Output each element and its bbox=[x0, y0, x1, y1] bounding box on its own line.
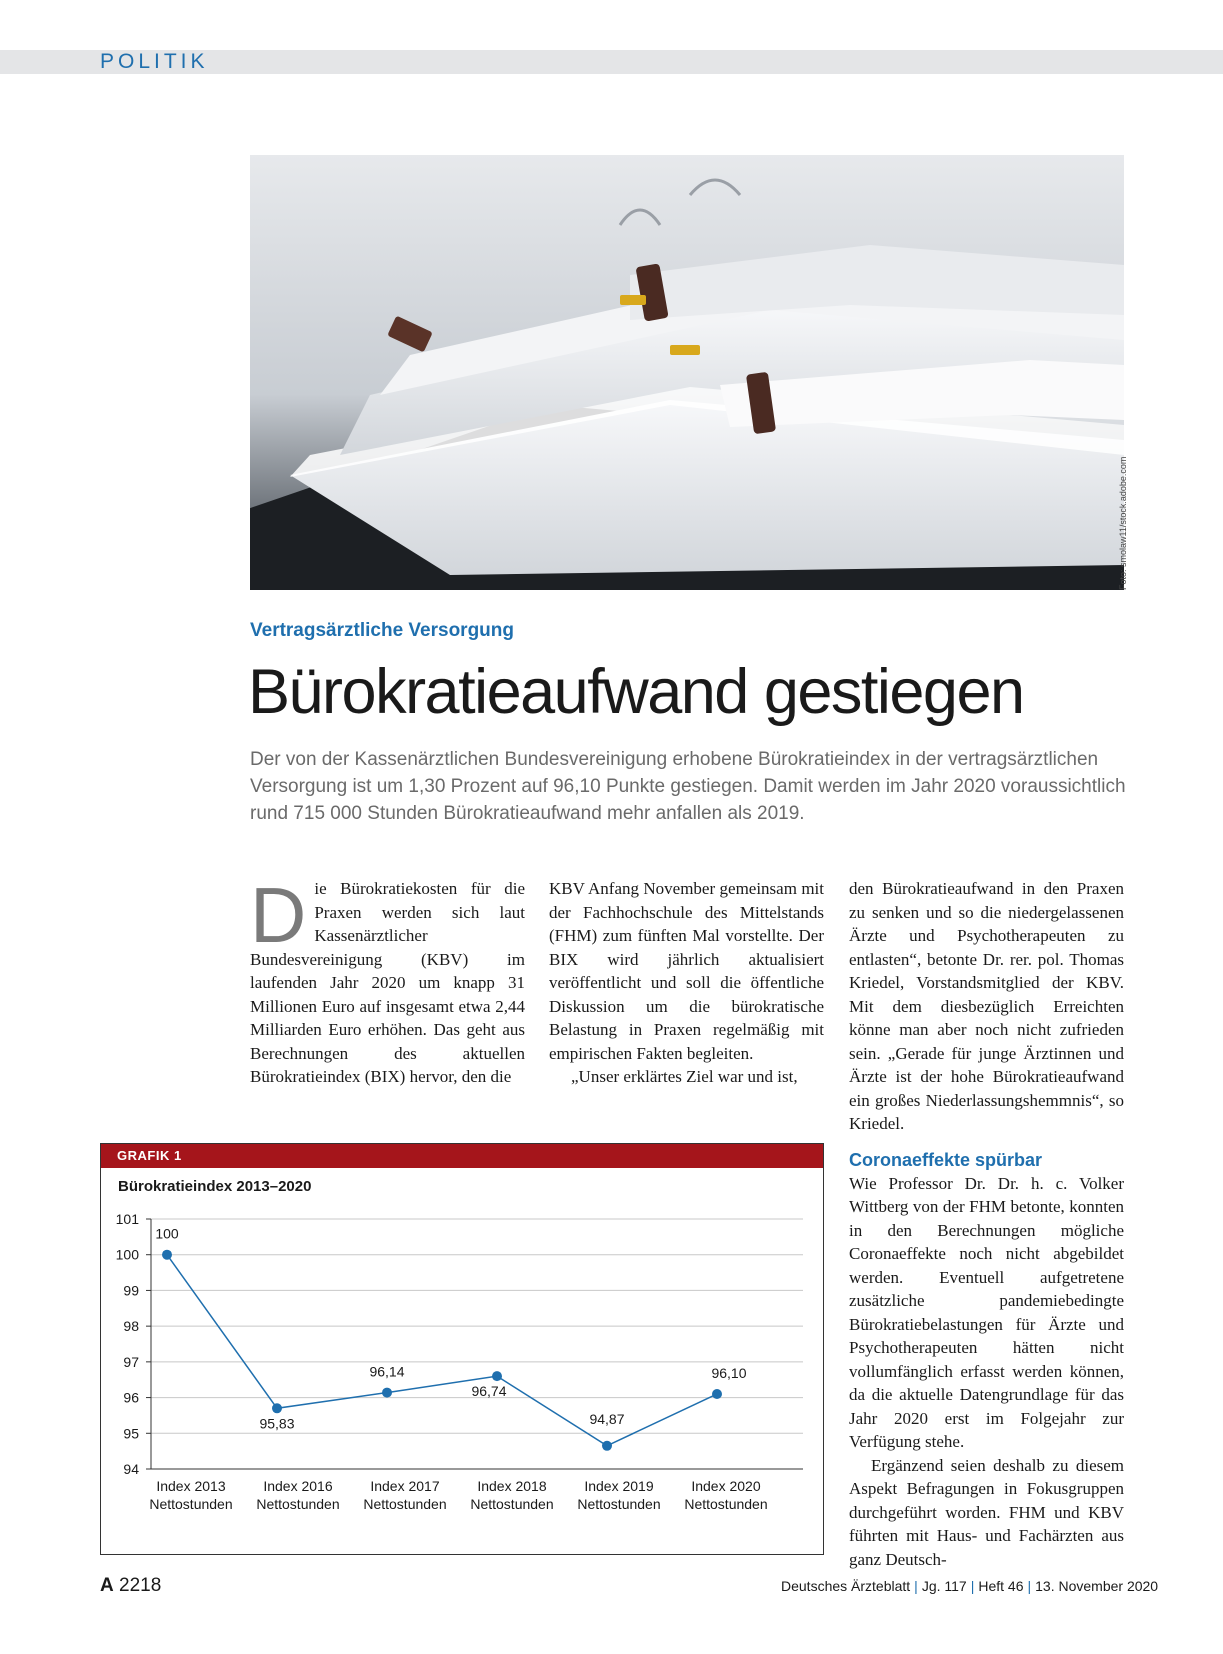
x-tick-label: Nettostunden bbox=[470, 1496, 554, 1512]
data-point bbox=[162, 1250, 172, 1260]
body-column-1 bbox=[250, 877, 525, 1097]
paragraph-corona: Wie Professor Dr. Dr. h. c. Volker Wittberg von der FHM betonte, konnten in den Berechnungen mögliche Coronaeffekte noch nicht abgebildet werden. Eventuell aufgetretene zusätzliche pandemiebedingte Bürokratiebelastungen für Ärzte und Psychotherapeuten hätten nicht vollumfänglich erfasst werden können, da die aktuelle Datengrundlage für das Jahr 2020 erst im Folgejahr zur Verfügung stehe. bbox=[849, 1173, 1124, 1451]
data-label: 96,74 bbox=[471, 1383, 507, 1400]
paragraph-intro bbox=[250, 877, 525, 1089]
journal-name: Deutsches Ärzteblatt bbox=[781, 1578, 911, 1594]
paragraph-quote: „Unser erklärtes Ziel war und ist, bbox=[571, 1067, 798, 1086]
article-photo bbox=[250, 155, 1124, 590]
page-number bbox=[100, 1575, 161, 1597]
x-tick-label: Index 2018 bbox=[477, 1478, 547, 1494]
journal-info: Deutsches Ärzteblatt | Jg. 117 | Heft 46 | 13. November 2020 bbox=[781, 1578, 1159, 1594]
data-point bbox=[272, 1403, 282, 1413]
data-point bbox=[712, 1389, 722, 1399]
x-tick-label: Nettostunden bbox=[149, 1496, 233, 1512]
article-kicker: Vertragsärztliche Versorgung bbox=[250, 620, 514, 641]
series-line bbox=[167, 1255, 717, 1446]
x-tick-label: Nettostunden bbox=[256, 1496, 340, 1512]
paragraph-intro-text: ie Bürokratiekosten für die Praxen werden sich laut Kassenärztlicher Bundesvereinigung (KBV) im laufenden Jahr 2020 um knapp 31 Millionen Euro auf insgesamt etwa 2,44 Milliarden Euro erhöhen. Das geht aus Berechnungen des aktuellen Bürokratieindex (BIX) hervor, den die bbox=[250, 879, 525, 1086]
subheading-coronaeffekte: Coronaeffekte spürbar bbox=[849, 1149, 1043, 1170]
x-tick-label: Index 2019 bbox=[584, 1478, 654, 1494]
paper-stack-illustration bbox=[250, 155, 1124, 590]
journal-date: 13. November 2020 bbox=[1035, 1578, 1159, 1594]
paragraph-befragungen: Ergänzend seien deshalb zu diesem Aspekt Befragungen in Fokusgruppen durchgeführt worden. FHM und KBV führten mit Haus- und Fachärzten aus ganz Deutsch- bbox=[849, 1455, 1124, 1569]
data-label: 94,87 bbox=[589, 1410, 625, 1427]
x-tick-label: Index 2020 bbox=[691, 1478, 761, 1494]
page-prefix: A bbox=[100, 1575, 114, 1596]
y-tick-label: 100 bbox=[115, 1246, 139, 1263]
body-column-3 bbox=[849, 877, 1124, 1571]
data-label: 100 bbox=[155, 1225, 179, 1242]
data-point bbox=[382, 1388, 392, 1398]
paragraph-quote-continued: den Bürokratieaufwand in den Praxen zu senken und so die niedergelassenen Ärzte und Psychotherapeuten zu entlasten“, betonte Dr. rer. pol. Thomas Kriedel, Vorstandsmitglied der KBV. Mit dem diesbezüglich Erreichten könne man aber noch nicht zufrieden sein. „Gerade für junge Ärztinnen und Ärzte ist der hohe Bürokratieaufwand ein großes Niederlassungshemmnis“, so Kriedel. bbox=[849, 879, 1124, 1133]
x-tick-label: Nettostunden bbox=[684, 1496, 768, 1512]
section-label: POLITIK bbox=[100, 50, 209, 73]
data-label: 96,14 bbox=[369, 1363, 405, 1380]
y-tick-label: 96 bbox=[123, 1389, 139, 1406]
chart-title: Bürokratieindex 2013–2020 bbox=[118, 1178, 312, 1195]
x-tick-label: Nettostunden bbox=[363, 1496, 447, 1512]
y-tick-label: 97 bbox=[123, 1353, 139, 1370]
data-point bbox=[492, 1371, 502, 1381]
dropcap: D bbox=[250, 877, 307, 959]
data-label: 96,10 bbox=[711, 1365, 747, 1381]
article-headline: Bürokratieaufwand gestiegen bbox=[248, 657, 1024, 727]
figure-grafik-1 bbox=[100, 1143, 824, 1555]
x-tick-label: Nettostunden bbox=[577, 1496, 661, 1512]
journal-issue: Heft 46 bbox=[978, 1578, 1024, 1594]
article-lead: Der von der Kassenärztlichen Bundesvereinigung erhobene Bürokratieindex in der vertragsärztlichen Versorgung ist um 1,30 Prozent auf 96,10 Punkte gestiegen. Damit werden im Jahr 2020 voraussichtlich rund 715 000 Stunden Bürokratieaufwand mehr anfallen als 2019. bbox=[250, 749, 1126, 824]
data-point bbox=[602, 1441, 612, 1451]
y-tick-label: 98 bbox=[123, 1318, 139, 1335]
x-tick-label: Index 2017 bbox=[370, 1478, 440, 1494]
body-column-2 bbox=[549, 877, 824, 1097]
line-chart bbox=[101, 1144, 823, 1554]
paragraph-intro-continued: KBV Anfang November gemeinsam mit der Fachhochschule des Mittelstands (FHM) zum fünften Mal vorstellte. Der BIX wird jährlich aktualisiert veröffentlicht und soll die öffentliche Diskussion um die bürokratische Belastung in Praxen regelmäßig mit empirischen Fakten begleiten. bbox=[549, 879, 824, 1063]
y-tick-label: 99 bbox=[123, 1282, 139, 1299]
grafik-label: GRAFIK 1 bbox=[101, 1144, 823, 1168]
journal-volume: Jg. 117 bbox=[921, 1578, 967, 1594]
photo-credit: Foto: smolaw11/stock.adobe.com bbox=[1118, 456, 1128, 590]
data-label: 95,83 bbox=[259, 1415, 295, 1432]
y-tick-label: 94 bbox=[123, 1461, 139, 1477]
y-tick-label: 101 bbox=[115, 1211, 139, 1227]
page-number-value: 2218 bbox=[119, 1575, 162, 1596]
x-tick-label: Index 2013 bbox=[156, 1478, 226, 1494]
y-tick-label: 95 bbox=[123, 1425, 139, 1442]
x-tick-label: Index 2016 bbox=[263, 1478, 333, 1494]
